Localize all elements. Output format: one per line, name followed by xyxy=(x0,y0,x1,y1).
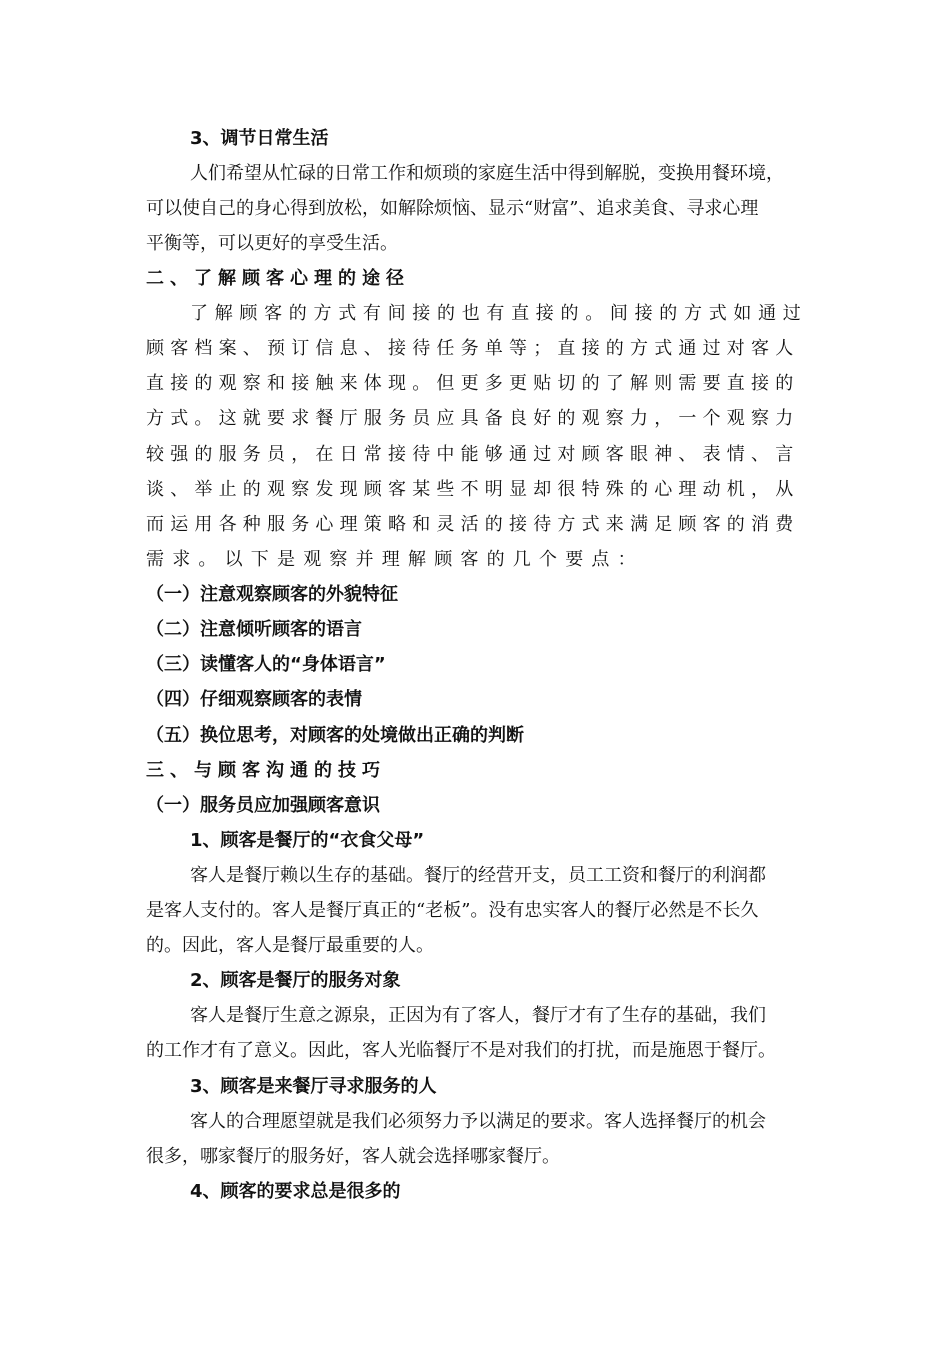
item-heading-1: 1、顾客是餐厅的“衣食父母” xyxy=(190,830,425,851)
paragraph-line: 人们希望从忙碌的日常工作和烦琐的家庭生活中得到解脱，变换用餐环境， xyxy=(190,163,784,184)
point-heading: （三）读懂客人的“身体语言” xyxy=(146,654,386,675)
point-heading: （二）注意倾听顾客的语言 xyxy=(146,619,362,640)
subsection-heading: （一）服务员应加强顾客意识 xyxy=(146,795,380,816)
paragraph-line: 直接的观察和接触来体现。但更多更贴切的了解则需要直接的 xyxy=(146,373,800,394)
part-heading-3: 三、与顾客沟通的技巧 xyxy=(146,760,386,781)
point-heading: （四）仔细观察顾客的表情 xyxy=(146,689,362,710)
paragraph-line: 的。因此，客人是餐厅最重要的人。 xyxy=(146,935,434,956)
paragraph-line: 较强的服务员，在日常接待中能够通过对顾客眼神、表情、言 xyxy=(146,444,800,465)
paragraph-line: 顾客档案、预订信息、接待任务单等；直接的方式通过对客人 xyxy=(146,338,800,359)
paragraph-line: 很多，哪家餐厅的服务好，客人就会选择哪家餐厅。 xyxy=(146,1146,560,1167)
paragraph-line: 客人是餐厅赖以生存的基础。餐厅的经营开支，员工工资和餐厅的利润都 xyxy=(190,865,766,886)
item-heading-2: 2、顾客是餐厅的服务对象 xyxy=(190,970,401,991)
item-heading-3: 3、顾客是来餐厅寻求服务的人 xyxy=(190,1076,437,1097)
paragraph-line: 的工作才有了意义。因此，客人光临餐厅不是对我们的打扰，而是施恩于餐厅。 xyxy=(146,1040,776,1061)
paragraph-line: 而运用各种服务心理策略和灵活的接待方式来满足顾客的消费 xyxy=(146,514,800,535)
part-heading-2: 二、了解顾客心理的途径 xyxy=(146,268,410,289)
point-heading: （五）换位思考，对顾客的处境做出正确的判断 xyxy=(146,725,524,746)
point-heading: （一）注意观察顾客的外貌特征 xyxy=(146,584,398,605)
section-heading-3: 3、调节日常生活 xyxy=(190,128,329,149)
paragraph-line: 客人是餐厅生意之源泉，正因为有了客人，餐厅才有了生存的基础，我们 xyxy=(190,1005,766,1026)
paragraph-line: 需求。以下是观察并理解顾客的几个要点： xyxy=(146,549,644,570)
paragraph-line: 平衡等，可以更好的享受生活。 xyxy=(146,233,398,254)
paragraph-line: 谈、举止的观察发现顾客某些不明显却很特殊的心理动机，从 xyxy=(146,479,800,500)
paragraph-line: 方式。这就要求餐厅服务员应具备良好的观察力，一个观察力 xyxy=(146,408,800,429)
paragraph-line: 可以使自己的身心得到放松，如解除烦恼、显示“财富”、追求美食、寻求心理 xyxy=(146,198,759,219)
item-heading-4: 4、顾客的要求总是很多的 xyxy=(190,1181,401,1202)
paragraph-line: 是客人支付的。客人是餐厅真正的“老板”。没有忠实客人的餐厅必然是不长久 xyxy=(146,900,759,921)
paragraph-line: 客人的合理愿望就是我们必须努力予以满足的要求。客人选择餐厅的机会 xyxy=(190,1111,766,1132)
paragraph-line: 了解顾客的方式有间接的也有直接的。间接的方式如通过 xyxy=(190,303,808,324)
